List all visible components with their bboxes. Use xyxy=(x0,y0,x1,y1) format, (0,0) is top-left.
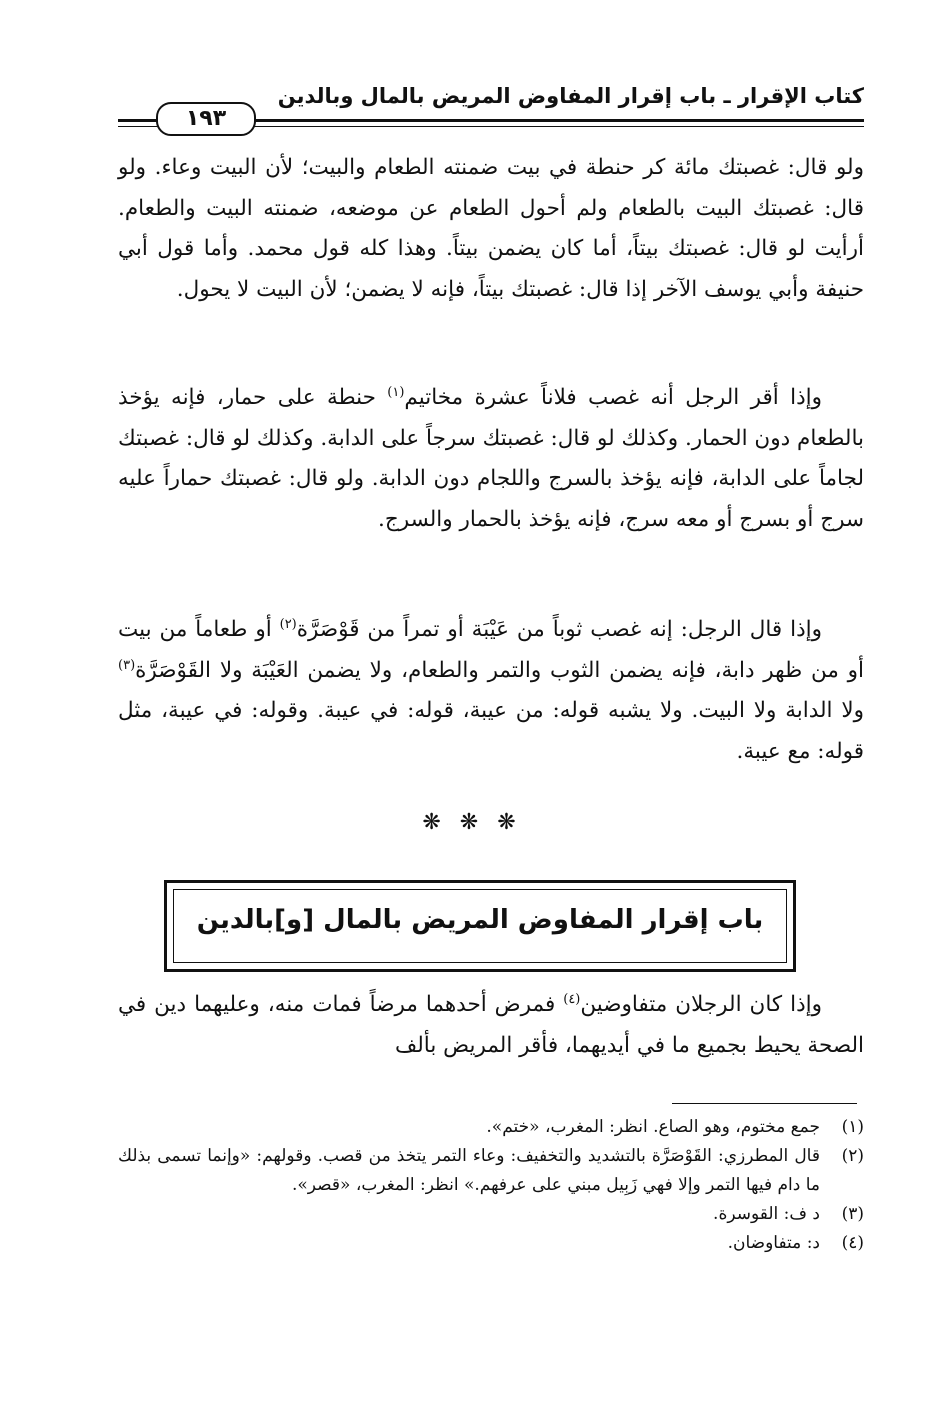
footnote-item xyxy=(118,1229,864,1258)
paragraph-4-text-a: وإذا كان الرجلان متفاوضين xyxy=(580,992,823,1017)
paragraph-3-text-a: وإذا قال الرجل: إنه غصب ثوباً من عَيْبَة أو تمراً من قَوْصَرَّة xyxy=(296,617,823,642)
footnote-ref-3: (٣) xyxy=(118,657,136,673)
footnote-divider xyxy=(672,1103,857,1104)
footnote-text: جمع مختوم، وهو الصاع. انظر: المغرب، «ختم». xyxy=(486,1117,820,1137)
footnote-number: (٤) xyxy=(841,1233,864,1253)
footnote-text: د ف: القوسرة. xyxy=(713,1204,820,1224)
paragraph-2 xyxy=(118,378,864,540)
running-title: كتاب الإقرار ـ باب إقرار المفاوض المريض بالمال وبالدين xyxy=(277,84,864,108)
paragraph-2-text-b: حنطة على حمار، فإنه يؤخذ بالطعام دون الحمار. وكذلك لو قال: غصبتك سرجاً على الدابة. وكذلك لو قال: غصبتك لجاماً على الدابة، فإنه يؤخذ بالسرج واللجام دون الدابة. ولو قال: غصبتك حماراً عليه سرج أو بسرج أو معه سرج، فإنه يؤخذ بالحمار والسرج. xyxy=(118,385,864,532)
paragraph-4 xyxy=(118,985,864,1066)
footnote-text: د: متفاوضان. xyxy=(727,1233,820,1253)
paragraph-1: ولو قال: غصبتك مائة كر حنطة في بيت ضمنته الطعام والبيت؛ لأن البيت وعاء. ولو قال: غصبتك البيت بالطعام ولم أحول الطعام عن موضعه، ضمنته البيت والطعام. أرأيت لو قال: غصبتك بيتاً، أما كان يضمن بيتاً. وهذا كله قول محمد. وأما قول أبي حنيفة وأبي يوسف الآخر إذا قال: غصبتك بيتاً، فإنه لا يضمن؛ لأن البيت لا يحول. xyxy=(118,155,864,302)
footnote-ref-2: (٢) xyxy=(279,616,297,632)
page-header xyxy=(118,78,864,134)
footnote-item xyxy=(118,1142,864,1200)
page-number: ١٩٣ xyxy=(156,102,256,136)
footnote-ref-1: (١) xyxy=(387,384,405,400)
paragraph-3-text-b: أو طعاماً من بيت أو من ظهر دابة، فإنه يضمن الثوب والتمر والطعام، ولا يضمن العَيْبَة ولا القَوْصَرَّة xyxy=(118,617,864,683)
paragraph-3-text-c: ولا الدابة ولا البيت. ولا يشبه قوله: من عيبة، قوله: في عيبة. وقوله: في عيبة، مثل قوله: مع عيبة. xyxy=(118,698,864,764)
footnote-number: (١) xyxy=(841,1117,864,1137)
footnote-text: قال المطرزي: القَوْصَرَّة بالتشديد والتخفيف: وعاء التمر يتخذ من قصب. وقولهم: «وإنما تسمى بذلك ما دام فيها التمر وإلا فهي زَبِيل مبني على عرفهم.» انظر: المغرب، «قصر». xyxy=(118,1146,820,1195)
footnote-item xyxy=(118,1113,864,1142)
paragraph-2-text-a: وإذا أقر الرجل أنه غصب فلاناً عشرة مخاتيم xyxy=(404,385,822,410)
chapter-heading: باب إقرار المفاوض المريض بالمال [و]بالدين xyxy=(196,905,764,935)
section-separator: ❋ ❋ ❋ xyxy=(422,810,522,835)
footnote-number: (٢) xyxy=(841,1146,864,1166)
paragraph-4-text-b: فمرض أحدهما مرضاً فمات منه، وعليهما دين في الصحة يحيط بجميع ما في أيديهما، فأقر المريض بألف xyxy=(118,992,864,1058)
footnote-ref-4: (٤) xyxy=(563,991,581,1007)
footnotes xyxy=(118,1113,864,1258)
footnote-number: (٣) xyxy=(841,1204,864,1224)
chapter-heading-frame xyxy=(164,880,796,972)
footnote-item xyxy=(118,1200,864,1229)
paragraph-3 xyxy=(118,610,864,772)
